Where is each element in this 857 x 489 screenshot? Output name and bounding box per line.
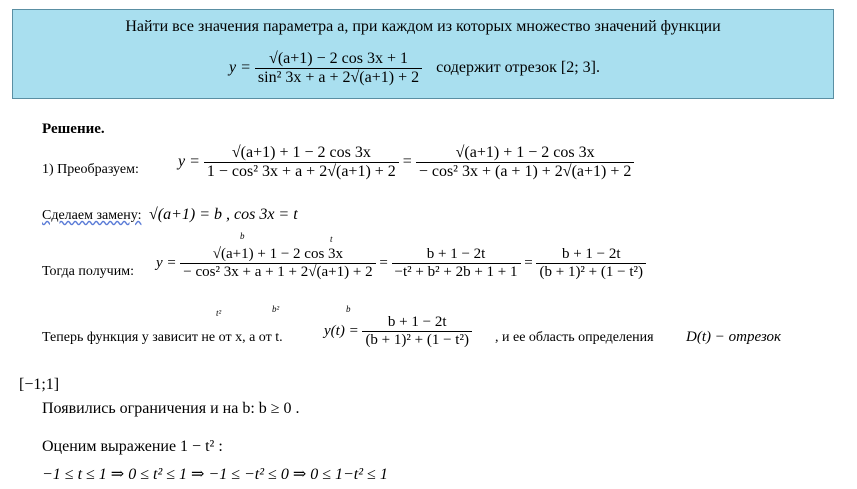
then-frac2-denominator: −t² + b² + 2b + 1 + 1 — [394, 264, 518, 280]
now-text-1: Теперь функция у зависит не от х, а от t. — [42, 330, 283, 345]
interval: [−1;1] — [19, 376, 60, 393]
substitution-label: Сделаем замену: — [42, 208, 142, 223]
step1-frac1-denominator: 1 − cos² 3x + a + 2√(a+1) + 2 — [206, 163, 396, 180]
now-denominator: (b + 1)² + (1 − t²) — [365, 332, 469, 348]
then-frac1-numerator: √(a+1) + 1 − 2 cos 3x — [180, 246, 375, 264]
then-frac3-numerator: b + 1 − 2t — [536, 246, 646, 264]
overbrace-label-t: t — [330, 234, 333, 244]
solution-heading: Решение. — [42, 121, 105, 137]
overbrace-label-b: b — [240, 231, 245, 241]
task-y-eq: y = — [229, 59, 251, 77]
task-fraction — [255, 50, 422, 87]
step1-label: 1) Преобразуем: — [42, 162, 139, 177]
task-numerator: √(a+1) − 2 cos 3x + 1 — [255, 50, 422, 69]
step1-fraction-2 — [416, 144, 635, 181]
now-y: y(t) = — [324, 322, 359, 339]
step1-formula: y = $\frac{√(a+1) + 1 - 2 \cos 3x}{\text{1 − cos² 3x + a + 2√(a+1) + 2}}$ = $\frac{√(a+1) + 1 - 2 \cos 3x}{\text{− cos² 3x + (a + 1) + 2√(a+1) + 2}}$ — [178, 144, 634, 181]
underbrace-label-b-2: b — [346, 304, 351, 314]
step1-frac2-numerator: √(a+1) + 1 − 2 cos 3x — [416, 144, 635, 163]
then-label: Тогда получим: — [42, 264, 134, 279]
underbrace-label-b2: b² — [272, 304, 280, 314]
now-text-2: , и ее область определения — [495, 330, 654, 345]
estimate-label: Оценим выражение 1 − t² : — [42, 438, 223, 455]
step1-frac2-denominator: − cos² 3x + (a + 1) + 2√(a+1) + 2 — [418, 163, 632, 180]
then-formula: y = $\frac{√(a+1) + 1 - 2 \cos 3x}{\text{− cos² 3x + a + 1 + 2√(a+1) + 2}}$ = $\frac{b + 1 - 2t}{\text{−t² + b² + 2b + 1 + 1}}$ = $\frac{b + 1 - 2t}{\text{(b + 1)² + (1 − t²)}}$ — [156, 246, 646, 281]
then-frac1-denominator: − cos² 3x + a + 1 + 2√(a+1) + 2 — [183, 264, 373, 280]
substitution-expr: √(a+1) = b , cos 3x = t — [148, 206, 298, 223]
underbrace-label-t2: t² — [216, 308, 222, 318]
task-denominator: sin² 3x + a + 2√(a+1) + 2 — [257, 69, 420, 86]
then-frac3-denominator: (b + 1)² + (1 − t²) — [539, 264, 644, 280]
step1-fraction-1 — [204, 144, 399, 181]
then-fraction-2 — [392, 246, 521, 281]
constraint-line: Появились ограничения и на b: b ≥ 0 . — [42, 400, 300, 417]
now-domain: D(t) − отрезок — [686, 329, 782, 345]
step1-frac1-numerator: √(a+1) + 1 − 2 cos 3x — [204, 144, 399, 163]
now-formula — [324, 314, 472, 349]
task-suffix: содержит отрезок [2; 3]. — [436, 59, 600, 77]
task-text: Найти все значения параметра a, при каждом из которых множество значений функции — [125, 18, 721, 35]
now-fraction — [362, 314, 472, 349]
then-fraction-3 — [536, 246, 646, 281]
task-formula — [229, 50, 600, 87]
then-frac2-numerator: b + 1 − 2t — [392, 246, 521, 264]
estimate-chain: −1 ≤ t ≤ 1 ⇒ 0 ≤ t² ≤ 1 ⇒ −1 ≤ −t² ≤ 0 ⇒ 0 ≤ 1−t² ≤ 1 — [42, 466, 388, 483]
now-numerator: b + 1 − 2t — [362, 314, 472, 332]
substitution-line — [42, 206, 298, 224]
then-fraction-1 — [180, 246, 375, 281]
task-statement-box — [12, 9, 834, 99]
